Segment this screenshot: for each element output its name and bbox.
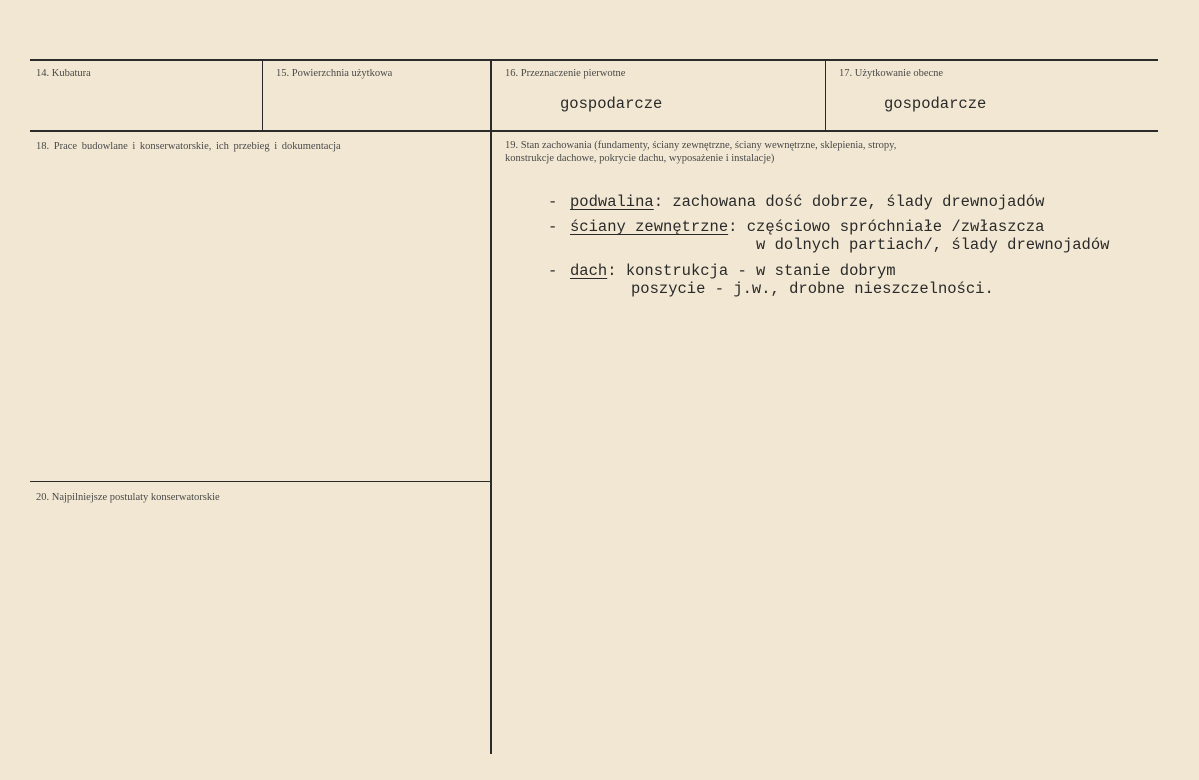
field-16-label: 16. Przeznaczenie pierwotne [505, 68, 626, 79]
entry-dash: - [548, 218, 558, 236]
condition-entry [548, 217, 1044, 237]
divider-16-17 [825, 61, 826, 131]
field-15-label: 15. Powierzchnia użytkowa [276, 68, 393, 79]
field-20-label: 20. Najpilniejsze postulaty konserwatorskie [36, 492, 220, 503]
middle-rule [30, 130, 1158, 132]
divider-14-15 [262, 61, 263, 131]
entry-colon: : [728, 218, 738, 236]
field-18-label: 18. Prace budowlane i konserwatorskie, ich przebieg i dokumentacja [36, 141, 341, 152]
entry-term: podwalina [570, 193, 654, 211]
condition-entry [548, 192, 1044, 212]
field-19-label-line2: konstrukcje dachowe, pokrycie dachu, wyposażenie i instalacje) [505, 153, 775, 164]
entry-text: konstrukcja - w stanie dobrym [616, 262, 896, 280]
section-20-rule [30, 481, 490, 482]
field-17-label: 17. Użytkowanie obecne [839, 68, 944, 79]
top-rule [30, 59, 1158, 61]
field-16-value: gospodarcze [560, 95, 663, 113]
condition-entry [548, 261, 896, 281]
entry-dash: - [548, 262, 558, 280]
entry-colon: : [607, 262, 617, 280]
condition-entry-continuation: poszycie - j.w., drobne nieszczelności. [631, 280, 994, 298]
condition-entry-continuation: w dolnych partiach/, ślady drewnojadów [756, 236, 1110, 254]
entry-dash: - [548, 193, 558, 211]
entry-text: zachowana dość dobrze, ślady drewnojadów [663, 193, 1045, 211]
field-14-label: 14. Kubatura [36, 68, 91, 79]
entry-term: dach [570, 262, 608, 280]
field-19-label-line1: 19. Stan zachowania (fundamenty, ściany zewnętrzne, ściany wewnętrzne, sklepienia, stropy, [505, 140, 897, 151]
entry-colon: : [653, 193, 664, 211]
entry-term: ściany zewnętrzne [570, 218, 729, 236]
entry-text: częściowo spróchniałe /zwłaszcza [737, 218, 1045, 236]
divider-main [490, 61, 492, 754]
field-17-value: gospodarcze [884, 95, 987, 113]
